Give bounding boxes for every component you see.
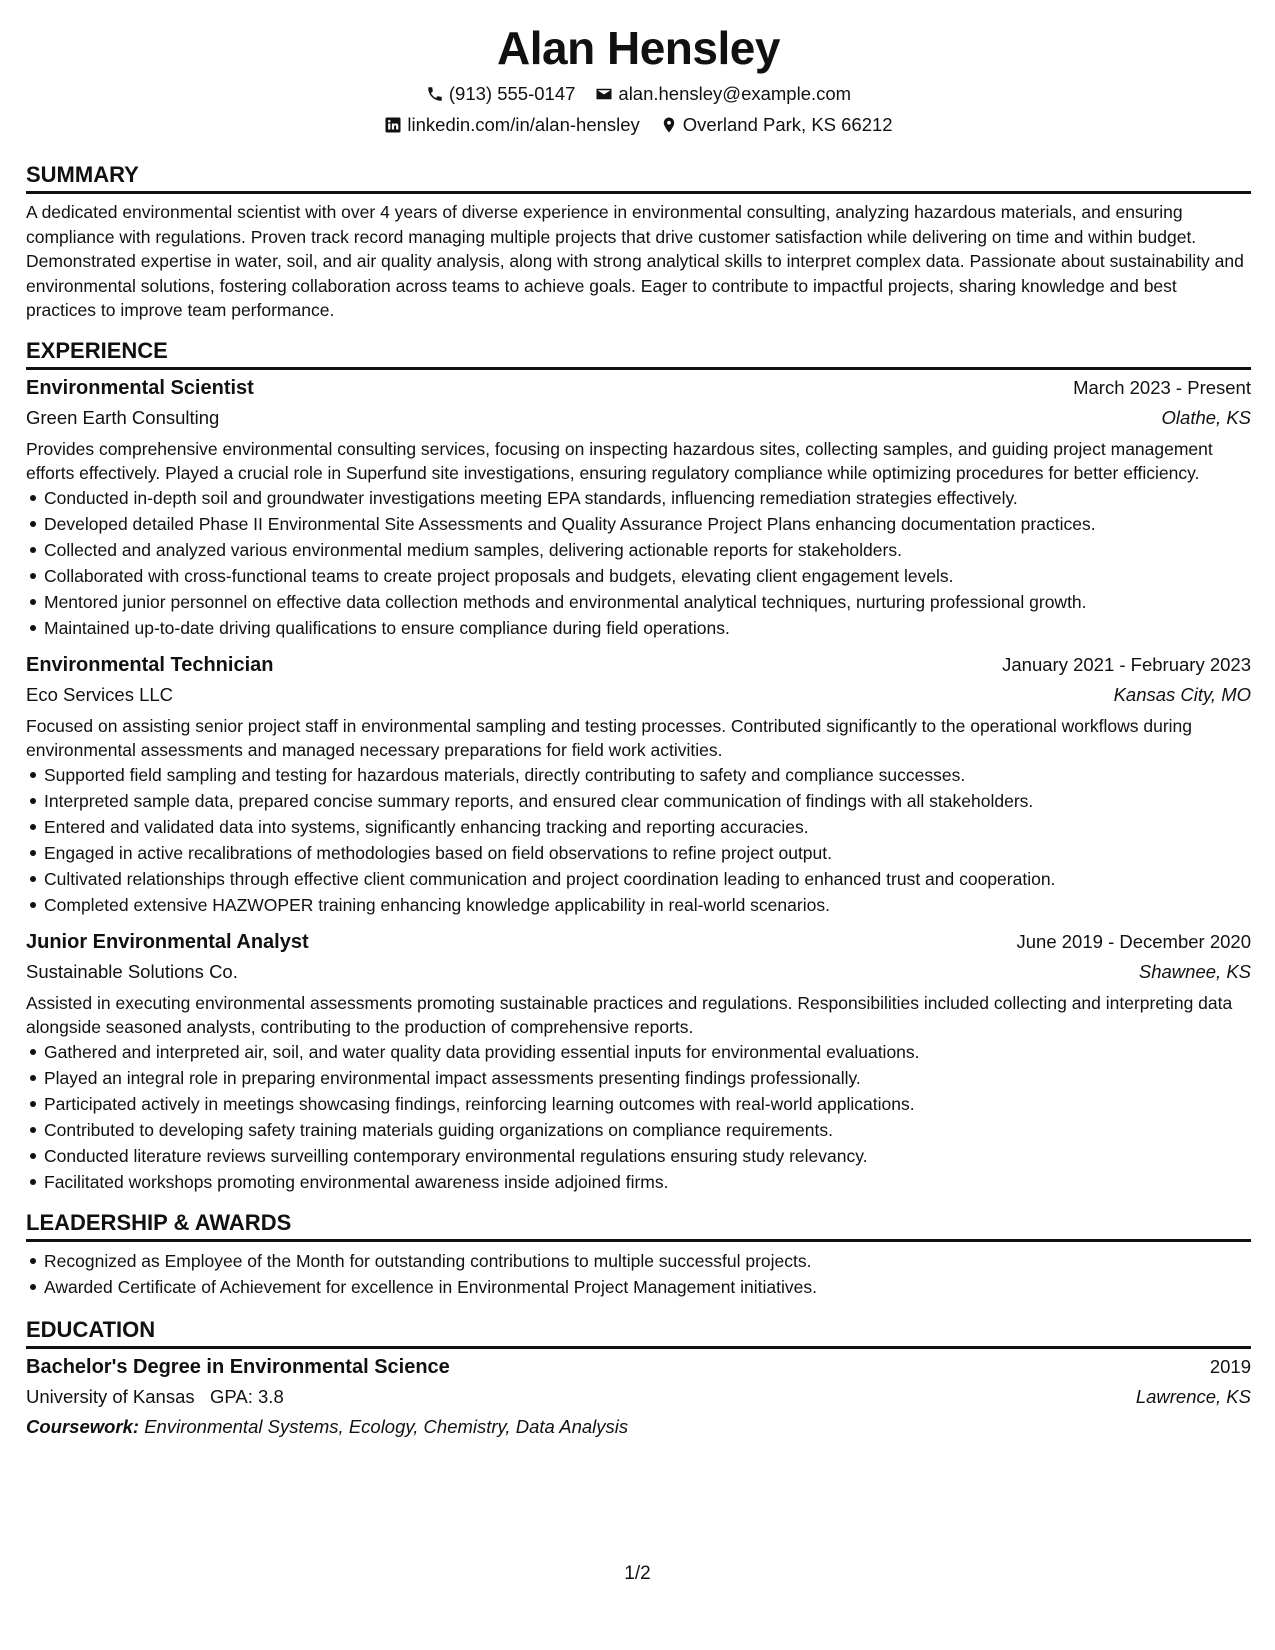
coursework-label: Coursework: [26,1415,140,1437]
bullet-item: Conducted in-depth soil and groundwater investigations meeting EPA standards, influencing remediation strategies effectively. [44,485,1251,511]
job-title: Environmental Scientist [26,376,254,399]
job-header [26,927,1251,957]
job-entry [26,373,1251,641]
summary-section [26,161,1251,323]
phone-number[interactable]: (913) 555-0147 [448,83,576,104]
candidate-name: Alan Hensley [497,22,780,74]
bullet-item: Collected and analyzed various environmental medium samples, delivering actionable reports for stakeholders. [44,537,1251,563]
bullet-item: Played an integral role in preparing environmental impact assessments presenting findings professionally. [44,1065,1251,1091]
job-location: Olathe, KS [1161,406,1251,428]
job-dates: January 2021 - February 2023 [1002,653,1251,675]
bullet-item: Recognized as Employee of the Month for outstanding contributions to multiple successful projects. [44,1248,1251,1274]
education-header [26,1352,1251,1382]
resume-page [26,18,1251,1442]
summary-text: A dedicated environmental scientist with over 4 years of diverse experience in environmental consulting, analyzing hazardous materials, and ensuring compliance with regulations. Proven track record managing multiple projects that drive customer satisfaction while delivering on time and within budget. Demonstrated expertise in water, soil, and air quality analysis, along with strong analytical skills to interpret complex data. Passionate about sustainability and environmental solutions, fostering collaboration across teams to achieve goals. Eager to contribute to impactful projects, sharing knowledge and best practices to improve team performance. [26,202,1244,320]
bullet-item: Entered and validated data into systems, significantly enhancing tracking and reporting accuracies. [44,814,1251,840]
job-description: Assisted in executing environmental assessments promoting sustainable practices and regulations. Responsibilities included collecting and interpreting data alongside seasoned analysts, contributing to the production of comprehensive reports. [26,992,1233,1037]
summary-heading: SUMMARY [26,161,1251,194]
job-subheader [26,403,1251,433]
bullet-item: Participated actively in meetings showcasing findings, reinforcing learning outcomes with real-world applications. [44,1091,1251,1117]
phone-contact [426,78,576,109]
phone-icon [426,85,444,103]
experience-section [26,337,1251,1195]
job-bullets [26,762,1251,918]
bullet-item: Contributed to developing safety training materials guiding organizations on compliance requirements. [44,1117,1251,1143]
job-dates: June 2019 - December 2020 [1016,930,1251,952]
leadership-section [26,1209,1251,1300]
job-dates: March 2023 - Present [1073,376,1251,398]
job-bullets [26,1039,1251,1195]
job-subheader [26,680,1251,710]
experience-heading: EXPERIENCE [26,337,1251,370]
location-contact [660,109,893,140]
linkedin-url[interactable]: linkedin.com/in/alan-hensley [407,114,640,135]
job-description: Focused on assisting senior project staff in environmental sampling and testing processes. Contributed significantly to the operational workflows during environmental assessments and managed necessary preparations for field work activities. [26,715,1192,760]
email-address[interactable]: alan.hensley@example.com [618,83,852,104]
job-location: Kansas City, MO [1113,683,1251,705]
job-bullets [26,485,1251,641]
school-location: Lawrence, KS [1135,1385,1251,1407]
job-location: Shawnee, KS [1138,960,1251,982]
job-subheader [26,957,1251,987]
email-contact [595,78,851,109]
bullet-item: Completed extensive HAZWOPER training enhancing knowledge applicability in real-world scenarios. [44,892,1251,918]
bullet-item: Developed detailed Phase II Environmental Site Assessments and Quality Assurance Project Plans enhancing documentation practices. [44,511,1251,537]
leadership-bullets [26,1248,1251,1300]
job-company: Green Earth Consulting [26,406,220,428]
contact-line-1 [26,78,1251,109]
job-header [26,650,1251,680]
degree-title: Bachelor's Degree in Environmental Science [26,1355,450,1378]
bullet-item: Supported field sampling and testing for hazardous materials, directly contributing to safety and compliance successes. [44,762,1251,788]
bullet-item: Engaged in active recalibrations of methodologies based on field observations to refine project output. [44,840,1251,866]
job-company: Eco Services LLC [26,683,174,705]
graduation-year: 2019 [1209,1355,1251,1377]
job-header [26,373,1251,403]
bullet-item: Awarded Certificate of Achievement for excellence in Environmental Project Management initiatives. [44,1274,1251,1300]
bullet-item: Facilitated workshops promoting environmental awareness inside adjoined firms. [44,1169,1251,1195]
bullet-item: Collaborated with cross-functional teams to create project proposals and budgets, elevating client engagement levels. [44,563,1251,589]
school-info [26,1382,284,1412]
job-title: Environmental Technician [26,653,274,676]
education-subheader [26,1382,1251,1412]
job-entry [26,927,1251,1195]
contact-line-2 [26,109,1251,140]
resume-header [26,18,1251,140]
job-title: Junior Environmental Analyst [26,930,309,953]
linkedin-icon [384,116,402,134]
gpa: GPA: 3.8 [210,1385,284,1407]
linkedin-contact [384,109,639,140]
job-description: Provides comprehensive environmental consulting services, focusing on inspecting hazardous sites, collecting samples, and guiding project management efforts effectively. Played a crucial role in Superfund site investigations, ensuring regulatory compliance while optimizing procedures for better efficiency. [26,438,1213,483]
coursework-line [26,1412,1251,1442]
bullet-item: Interpreted sample data, prepared concise summary reports, and ensured clear communication of findings with all stakeholders. [44,788,1251,814]
location-text: Overland Park, KS 66212 [682,114,893,135]
education-heading: EDUCATION [26,1316,1251,1349]
bullet-item: Maintained up-to-date driving qualifications to ensure compliance during field operations. [44,615,1251,641]
page-number: 1/2 [624,1563,651,1584]
coursework-list: Environmental Systems, Ecology, Chemistry, Data Analysis [144,1415,629,1437]
education-section [26,1316,1251,1442]
bullet-item: Mentored junior personnel on effective data collection methods and environmental analytical techniques, nurturing professional growth. [44,589,1251,615]
bullet-item: Cultivated relationships through effective client communication and project coordination leading to enhanced trust and cooperation. [44,866,1251,892]
leadership-heading: LEADERSHIP & AWARDS [26,1209,1251,1242]
map-pin-icon [660,116,678,134]
job-company: Sustainable Solutions Co. [26,960,238,982]
school-name: University of Kansas [26,1385,195,1407]
bullet-item: Gathered and interpreted air, soil, and water quality data providing essential inputs for environmental evaluations. [44,1039,1251,1065]
bullet-item: Conducted literature reviews surveilling contemporary environmental regulations ensuring study relevancy. [44,1143,1251,1169]
job-entry [26,650,1251,918]
envelope-icon [595,85,613,103]
